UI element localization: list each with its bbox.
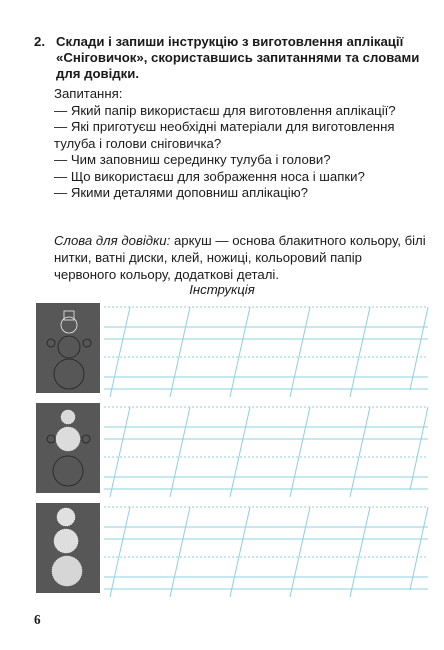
snowman-outline-icon <box>36 303 100 393</box>
snowman-step3-photo <box>36 503 100 593</box>
snowman-step1-photo <box>36 303 100 393</box>
task-title: Склади і запиши інструкцію з виготовлення аплікації «Сніговичок», скориставшись запитаннями та словами для довідки. <box>56 34 420 81</box>
hint-label: Слова для довідки: <box>54 233 171 248</box>
snowman-partial-icon <box>36 403 100 493</box>
snowman-step2-photo <box>36 403 100 493</box>
task-number: 2. <box>34 34 45 49</box>
hint-block <box>54 232 426 283</box>
instruction-title: Інструкція <box>189 282 255 297</box>
page-number: 6 <box>34 612 41 627</box>
question-item: — Які приготуєш необхідні матеріали для виготовлення тулуба і голови сніговичка? <box>54 119 395 151</box>
question-item: — Якими деталями доповниш аплікацію? <box>54 185 308 200</box>
questions-block <box>54 86 426 202</box>
task-block <box>34 34 426 82</box>
question-item: — Чим заповниш серединку тулуба і голови? <box>54 152 331 167</box>
question-item: — Який папір використаєш для виготовлення аплікації? <box>54 102 396 118</box>
question-item: — Що використаєш для зображення носа і шапки? <box>54 168 365 184</box>
hint-text: аркуш — основа блакитного кольору, білі нитки, ватні диски, клей, ножиці, кольоровий папір червоного кольору, додаткові деталі. <box>54 233 426 282</box>
snowman-filled-icon <box>36 503 100 593</box>
questions-label: Запитання: <box>54 86 123 101</box>
